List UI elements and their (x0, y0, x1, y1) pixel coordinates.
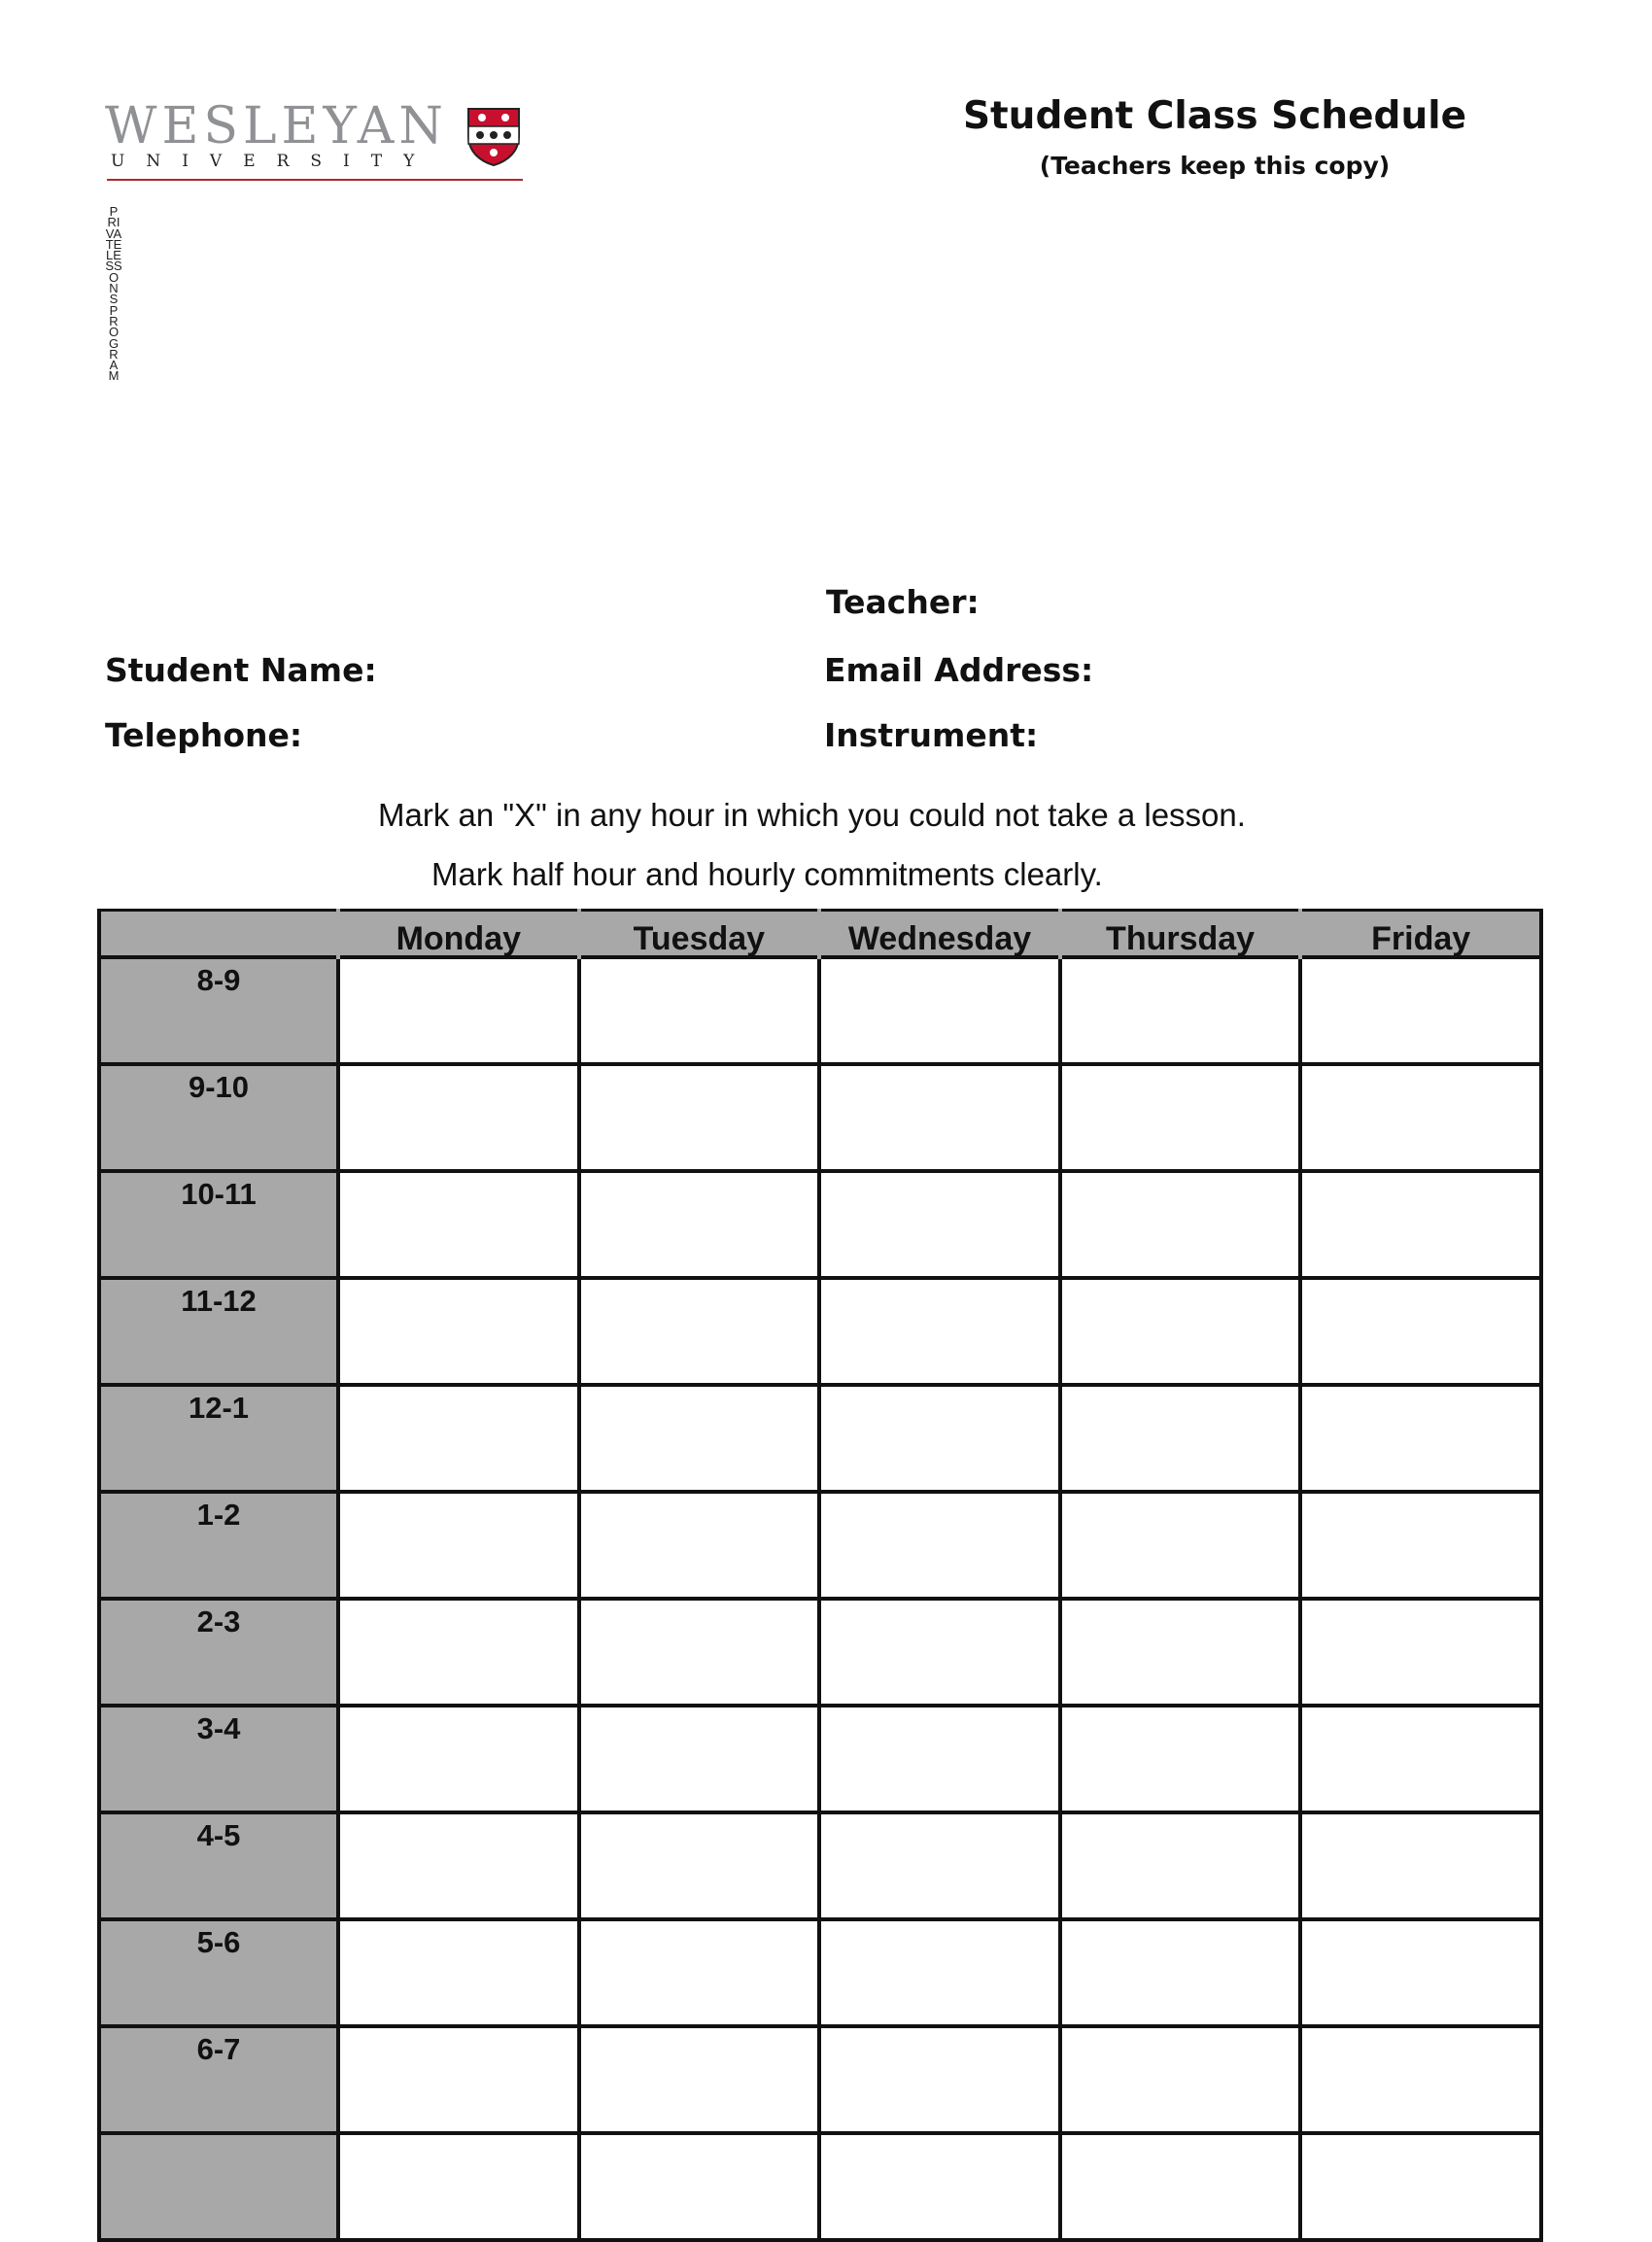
schedule-cell-monday[interactable] (338, 1919, 579, 2026)
schedule-cell-friday[interactable] (1300, 1706, 1541, 1812)
schedule-cell-tuesday[interactable] (579, 1812, 820, 1919)
schedule-cell-monday[interactable] (338, 1278, 579, 1385)
schedule-row (99, 1492, 1541, 1599)
day-header-friday: Friday (1300, 911, 1541, 958)
schedule-cell-monday[interactable] (338, 2133, 579, 2240)
schedule-cell-friday[interactable] (1300, 1919, 1541, 2026)
schedule-cell-friday[interactable] (1300, 2026, 1541, 2133)
day-header-tuesday: Tuesday (579, 911, 820, 958)
schedule-row (99, 2133, 1541, 2240)
time-slot-label: 2-3 (99, 1599, 338, 1706)
wesleyan-logo (105, 97, 523, 183)
instruction-line-1: Mark an "X" in any hour in which you could not take a lesson. (378, 797, 1246, 833)
time-slot-label (99, 2133, 338, 2240)
schedule-row (99, 1385, 1541, 1492)
schedule-cell-monday[interactable] (338, 1064, 579, 1171)
logo-rule (107, 179, 523, 181)
instrument-label: Instrument: (824, 716, 1039, 754)
schedule-cell-thursday[interactable] (1060, 1278, 1301, 1385)
schedule-cell-tuesday[interactable] (579, 1385, 820, 1492)
schedule-cell-friday[interactable] (1300, 1171, 1541, 1278)
schedule-cell-wednesday[interactable] (819, 1919, 1060, 2026)
schedule-cell-thursday[interactable] (1060, 957, 1301, 1064)
time-slot-label: 5-6 (99, 1919, 338, 2026)
schedule-cell-wednesday[interactable] (819, 2133, 1060, 2240)
schedule-cell-thursday[interactable] (1060, 2026, 1301, 2133)
schedule-cell-monday[interactable] (338, 2026, 579, 2133)
schedule-cell-tuesday[interactable] (579, 957, 820, 1064)
schedule-cell-friday[interactable] (1300, 1492, 1541, 1599)
schedule-cell-wednesday[interactable] (819, 1599, 1060, 1706)
schedule-cell-friday[interactable] (1300, 957, 1541, 1064)
day-header-thursday: Thursday (1060, 911, 1301, 958)
shield-icon (466, 107, 521, 167)
time-slot-label: 9-10 (99, 1064, 338, 1171)
schedule-cell-wednesday[interactable] (819, 1171, 1060, 1278)
schedule-row (99, 957, 1541, 1064)
corner-header (99, 911, 338, 958)
schedule-cell-monday[interactable] (338, 1171, 579, 1278)
schedule-cell-friday[interactable] (1300, 1599, 1541, 1706)
schedule-header-row (99, 911, 1541, 958)
schedule-cell-tuesday[interactable] (579, 1278, 820, 1385)
schedule-cell-monday[interactable] (338, 1706, 579, 1812)
schedule-cell-thursday[interactable] (1060, 1919, 1301, 2026)
schedule-cell-friday[interactable] (1300, 1064, 1541, 1171)
schedule-table (97, 909, 1543, 2242)
day-header-monday: Monday (338, 911, 579, 958)
time-slot-label: 11-12 (99, 1278, 338, 1385)
instruction-line-2: Mark half hour and hourly commitments clearly. (431, 856, 1103, 892)
schedule-cell-thursday[interactable] (1060, 1812, 1301, 1919)
schedule-cell-thursday[interactable] (1060, 1385, 1301, 1492)
schedule-row (99, 1812, 1541, 1919)
time-slot-label: 10-11 (99, 1171, 338, 1278)
schedule-cell-wednesday[interactable] (819, 2026, 1060, 2133)
schedule-cell-thursday[interactable] (1060, 1171, 1301, 1278)
schedule-cell-monday[interactable] (338, 957, 579, 1064)
schedule-cell-friday[interactable] (1300, 2133, 1541, 2240)
teacher-label: Teacher: (826, 583, 980, 621)
schedule-cell-monday[interactable] (338, 1385, 579, 1492)
page-title: Student Class Schedule (962, 94, 1467, 138)
schedule-cell-monday[interactable] (338, 1599, 579, 1706)
time-slot-label: 3-4 (99, 1706, 338, 1812)
schedule-cell-thursday[interactable] (1060, 1492, 1301, 1599)
schedule-cell-friday[interactable] (1300, 1385, 1541, 1492)
student-name-label: Student Name: (105, 651, 377, 689)
schedule-row (99, 1919, 1541, 2026)
schedule-row (99, 1064, 1541, 1171)
schedule-row (99, 2026, 1541, 2133)
telephone-label: Telephone: (105, 716, 303, 754)
schedule-cell-wednesday[interactable] (819, 1385, 1060, 1492)
schedule-cell-thursday[interactable] (1060, 1599, 1301, 1706)
schedule-cell-monday[interactable] (338, 1492, 579, 1599)
schedule-row (99, 1278, 1541, 1385)
time-slot-label: 4-5 (99, 1812, 338, 1919)
schedule-cell-tuesday[interactable] (579, 2026, 820, 2133)
schedule-cell-tuesday[interactable] (579, 1706, 820, 1812)
schedule-cell-tuesday[interactable] (579, 1492, 820, 1599)
day-header-wednesday: Wednesday (819, 911, 1060, 958)
schedule-cell-tuesday[interactable] (579, 2133, 820, 2240)
schedule-cell-tuesday[interactable] (579, 1599, 820, 1706)
email-address-label: Email Address: (824, 651, 1094, 689)
schedule-row (99, 1171, 1541, 1278)
time-slot-label: 8-9 (99, 957, 338, 1064)
schedule-cell-tuesday[interactable] (579, 1171, 820, 1278)
page-subtitle: (Teachers keep this copy) (1039, 152, 1391, 180)
schedule-cell-thursday[interactable] (1060, 1064, 1301, 1171)
schedule-cell-tuesday[interactable] (579, 1919, 820, 2026)
time-slot-label: 1-2 (99, 1492, 338, 1599)
logo-wordmark: WESLEYAN (105, 97, 448, 155)
schedule-row (99, 1706, 1541, 1812)
schedule-cell-wednesday[interactable] (819, 957, 1060, 1064)
schedule-cell-wednesday[interactable] (819, 1492, 1060, 1599)
schedule-cell-wednesday[interactable] (819, 1812, 1060, 1919)
schedule-cell-wednesday[interactable] (819, 1706, 1060, 1812)
time-slot-label: 12-1 (99, 1385, 338, 1492)
schedule-cell-wednesday[interactable] (819, 1278, 1060, 1385)
schedule-cell-monday[interactable] (338, 1812, 579, 1919)
schedule-cell-friday[interactable] (1300, 1278, 1541, 1385)
schedule-cell-thursday[interactable] (1060, 1706, 1301, 1812)
program-side-label: PRIVATE LESSONS PROGRAM (105, 204, 125, 384)
schedule-cell-tuesday[interactable] (579, 1064, 820, 1171)
schedule-row (99, 1599, 1541, 1706)
schedule-cell-friday[interactable] (1300, 1812, 1541, 1919)
schedule-cell-thursday[interactable] (1060, 2133, 1301, 2240)
time-slot-label: 6-7 (99, 2026, 338, 2133)
schedule-cell-wednesday[interactable] (819, 1064, 1060, 1171)
logo-subtitle: UNIVERSITY (111, 152, 436, 171)
